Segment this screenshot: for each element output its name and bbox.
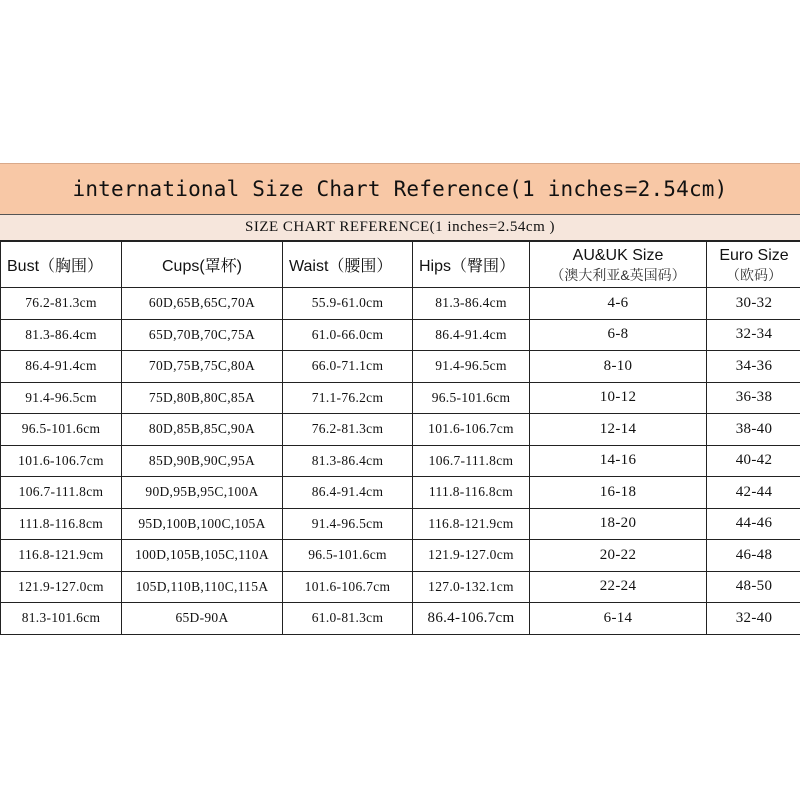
cell-waist: 86.4-91.4cm bbox=[283, 477, 413, 509]
cell-euro: 44-46 bbox=[707, 508, 800, 540]
cell-euro: 32-40 bbox=[707, 603, 800, 635]
cell-cups: 90D,95B,95C,100A bbox=[122, 477, 283, 509]
size-table bbox=[0, 241, 800, 635]
table-row bbox=[1, 445, 800, 477]
cell-auuk: 6-8 bbox=[530, 319, 707, 351]
cell-waist: 71.1-76.2cm bbox=[283, 382, 413, 414]
cell-hips: 91.4-96.5cm bbox=[413, 351, 530, 383]
cell-bust: 111.8-116.8cm bbox=[1, 508, 122, 540]
cell-hips: 86.4-91.4cm bbox=[413, 319, 530, 351]
cell-waist: 96.5-101.6cm bbox=[283, 540, 413, 572]
cell-cups: 60D,65B,65C,70A bbox=[122, 288, 283, 320]
cell-hips: 101.6-106.7cm bbox=[413, 414, 530, 446]
cell-cups: 105D,110B,110C,115A bbox=[122, 571, 283, 603]
chart-subtitle-bar bbox=[0, 215, 800, 241]
header-euro-label: Euro Size bbox=[719, 246, 789, 264]
cell-bust: 81.3-101.6cm bbox=[1, 603, 122, 635]
cell-hips: 127.0-132.1cm bbox=[413, 571, 530, 603]
cell-bust: 81.3-86.4cm bbox=[1, 319, 122, 351]
cell-auuk: 18-20 bbox=[530, 508, 707, 540]
table-row bbox=[1, 508, 800, 540]
table-row bbox=[1, 288, 800, 320]
cell-auuk: 16-18 bbox=[530, 477, 707, 509]
cell-cups: 75D,80B,80C,85A bbox=[122, 382, 283, 414]
header-euro bbox=[707, 242, 800, 288]
table-row bbox=[1, 414, 800, 446]
cell-auuk: 20-22 bbox=[530, 540, 707, 572]
cell-hips: 116.8-121.9cm bbox=[413, 508, 530, 540]
cell-hips: 121.9-127.0cm bbox=[413, 540, 530, 572]
cell-bust: 96.5-101.6cm bbox=[1, 414, 122, 446]
cell-auuk: 10-12 bbox=[530, 382, 707, 414]
cell-euro: 36-38 bbox=[707, 382, 800, 414]
header-auuk-label: AU&UK Size bbox=[572, 246, 664, 264]
table-row bbox=[1, 571, 800, 603]
chart-title: international Size Chart Reference(1 inches=2.54cm) bbox=[72, 177, 728, 201]
cell-waist: 55.9-61.0cm bbox=[283, 288, 413, 320]
cell-cups: 95D,100B,100C,105A bbox=[122, 508, 283, 540]
chart-subtitle: SIZE CHART REFERENCE(1 inches=2.54cm ) bbox=[244, 219, 555, 235]
cell-euro: 40-42 bbox=[707, 445, 800, 477]
cell-auuk: 14-16 bbox=[530, 445, 707, 477]
size-chart bbox=[0, 163, 800, 635]
header-waist: Waist（腰围） bbox=[283, 242, 413, 288]
cell-auuk: 4-6 bbox=[530, 288, 707, 320]
cell-bust: 121.9-127.0cm bbox=[1, 571, 122, 603]
cell-bust: 76.2-81.3cm bbox=[1, 288, 122, 320]
cell-euro: 32-34 bbox=[707, 319, 800, 351]
cell-waist: 81.3-86.4cm bbox=[283, 445, 413, 477]
chart-title-bar bbox=[0, 163, 800, 215]
cell-euro: 48-50 bbox=[707, 571, 800, 603]
cell-euro: 46-48 bbox=[707, 540, 800, 572]
header-cups: Cups(罩杯) bbox=[122, 242, 283, 288]
cell-auuk: 12-14 bbox=[530, 414, 707, 446]
cell-bust: 91.4-96.5cm bbox=[1, 382, 122, 414]
cell-hips: 111.8-116.8cm bbox=[413, 477, 530, 509]
cell-euro: 30-32 bbox=[707, 288, 800, 320]
header-hips: Hips（臀围） bbox=[413, 242, 530, 288]
cell-waist: 76.2-81.3cm bbox=[283, 414, 413, 446]
header-row bbox=[1, 242, 800, 288]
cell-auuk: 6-14 bbox=[530, 603, 707, 635]
cell-bust: 106.7-111.8cm bbox=[1, 477, 122, 509]
cell-bust: 101.6-106.7cm bbox=[1, 445, 122, 477]
cell-waist: 91.4-96.5cm bbox=[283, 508, 413, 540]
table-row bbox=[1, 351, 800, 383]
cell-auuk: 8-10 bbox=[530, 351, 707, 383]
cell-bust: 86.4-91.4cm bbox=[1, 351, 122, 383]
cell-waist: 61.0-81.3cm bbox=[283, 603, 413, 635]
cell-hips: 96.5-101.6cm bbox=[413, 382, 530, 414]
cell-cups: 65D,70B,70C,75A bbox=[122, 319, 283, 351]
header-bust: Bust（胸围） bbox=[1, 242, 122, 288]
cell-waist: 66.0-71.1cm bbox=[283, 351, 413, 383]
cell-cups: 65D-90A bbox=[122, 603, 283, 635]
cell-hips: 86.4-106.7cm bbox=[413, 603, 530, 635]
cell-euro: 38-40 bbox=[707, 414, 800, 446]
header-auuk bbox=[530, 242, 707, 288]
header-auuk-sublabel: （澳大利亚&英国码） bbox=[550, 266, 686, 283]
table-row bbox=[1, 477, 800, 509]
cell-waist: 101.6-106.7cm bbox=[283, 571, 413, 603]
cell-cups: 85D,90B,90C,95A bbox=[122, 445, 283, 477]
cell-hips: 81.3-86.4cm bbox=[413, 288, 530, 320]
table-row bbox=[1, 382, 800, 414]
cell-bust: 116.8-121.9cm bbox=[1, 540, 122, 572]
table-row bbox=[1, 603, 800, 635]
table-row bbox=[1, 540, 800, 572]
cell-cups: 80D,85B,85C,90A bbox=[122, 414, 283, 446]
cell-hips: 106.7-111.8cm bbox=[413, 445, 530, 477]
cell-auuk: 22-24 bbox=[530, 571, 707, 603]
cell-euro: 42-44 bbox=[707, 477, 800, 509]
cell-cups: 100D,105B,105C,110A bbox=[122, 540, 283, 572]
cell-euro: 34-36 bbox=[707, 351, 800, 383]
cell-waist: 61.0-66.0cm bbox=[283, 319, 413, 351]
header-euro-sublabel: （欧码） bbox=[726, 266, 782, 283]
table-row bbox=[1, 319, 800, 351]
cell-cups: 70D,75B,75C,80A bbox=[122, 351, 283, 383]
